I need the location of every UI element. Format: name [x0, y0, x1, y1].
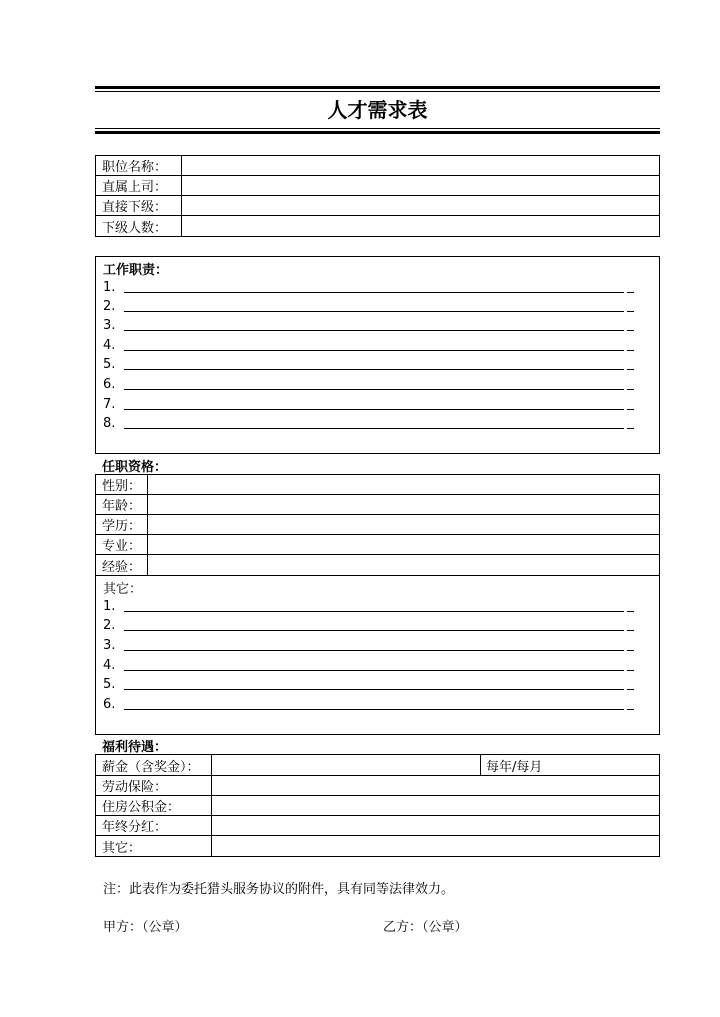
duties-box [95, 256, 660, 454]
benefit-row [96, 776, 659, 796]
title-top-rule-thick [95, 86, 660, 89]
qualification-row [96, 555, 659, 575]
qualifications-other-box [95, 575, 660, 735]
experience-label: 经验： [102, 559, 142, 575]
benefit-row [96, 755, 659, 776]
duty-line: 5. [96, 355, 659, 375]
subordinate-count-label: 下级人数： [102, 220, 168, 236]
qualifications-heading: 任职资格： [102, 460, 168, 475]
year-end-bonus-label: 年终分红： [102, 820, 168, 835]
duty-line: 3. [96, 316, 659, 336]
duty-line: 6. [96, 375, 659, 395]
qualification-other-line: 6. [96, 695, 659, 715]
direct-superior-label: 直属上司： [102, 180, 168, 195]
duties-heading: 工作职责： [103, 263, 169, 278]
basic-info-row [96, 156, 659, 176]
position-name-label: 职位名称： [102, 160, 168, 175]
qualification-other-line: 3. [96, 636, 659, 656]
duty-line: 2. [96, 297, 659, 317]
qualifications-table [95, 474, 660, 576]
qualification-other-line: 2. [96, 616, 659, 636]
qualification-row [96, 495, 659, 515]
benefit-row [96, 836, 659, 856]
basic-info-table [95, 155, 660, 237]
qualification-row [96, 535, 659, 555]
benefits-table [95, 754, 660, 857]
benefit-row [96, 816, 659, 836]
basic-info-row [96, 216, 659, 236]
duty-line: 8. [96, 414, 659, 434]
qualification-other-line: 5. [96, 675, 659, 695]
benefit-row [96, 796, 659, 816]
gender-label: 性别： [102, 479, 142, 494]
major-label: 专业： [102, 539, 142, 554]
duty-line: 1. [96, 278, 659, 298]
duty-line: 4. [96, 336, 659, 356]
labor-insurance-label: 劳动保险： [102, 780, 168, 795]
direct-subordinate-label: 直接下级： [102, 200, 168, 215]
title-top-rule-thin [95, 91, 660, 92]
title-bottom-rule-thin [95, 128, 660, 129]
duty-line: 7. [96, 395, 659, 415]
housing-fund-label: 住房公积金： [102, 800, 181, 815]
party-b-seal: 乙方：（公章） [383, 920, 468, 935]
salary-label: 薪金（含奖金）： [102, 759, 200, 775]
salary-unit: 每年/每月 [486, 759, 543, 775]
qualification-row [96, 515, 659, 535]
education-label: 学历： [102, 519, 142, 534]
basic-info-row [96, 176, 659, 196]
document-title: 人才需求表 [327, 98, 428, 122]
party-a-seal: 甲方：（公章） [103, 920, 188, 935]
age-label: 年龄： [102, 499, 142, 514]
qualification-row [96, 475, 659, 495]
title-bottom-rule-thick [95, 131, 660, 134]
qualification-other-line: 4. [96, 656, 659, 676]
benefits-heading: 福利待遇： [102, 740, 168, 755]
qualification-other-line: 1. [96, 597, 659, 617]
benefits-other-label: 其它： [102, 840, 142, 856]
basic-info-row [96, 196, 659, 216]
salary-unit-divider [480, 755, 481, 775]
qualifications-other-label: 其它： [103, 582, 143, 597]
footer-note: 注：此表作为委托猎头服务协议的附件，具有同等法律效力。 [103, 882, 455, 897]
